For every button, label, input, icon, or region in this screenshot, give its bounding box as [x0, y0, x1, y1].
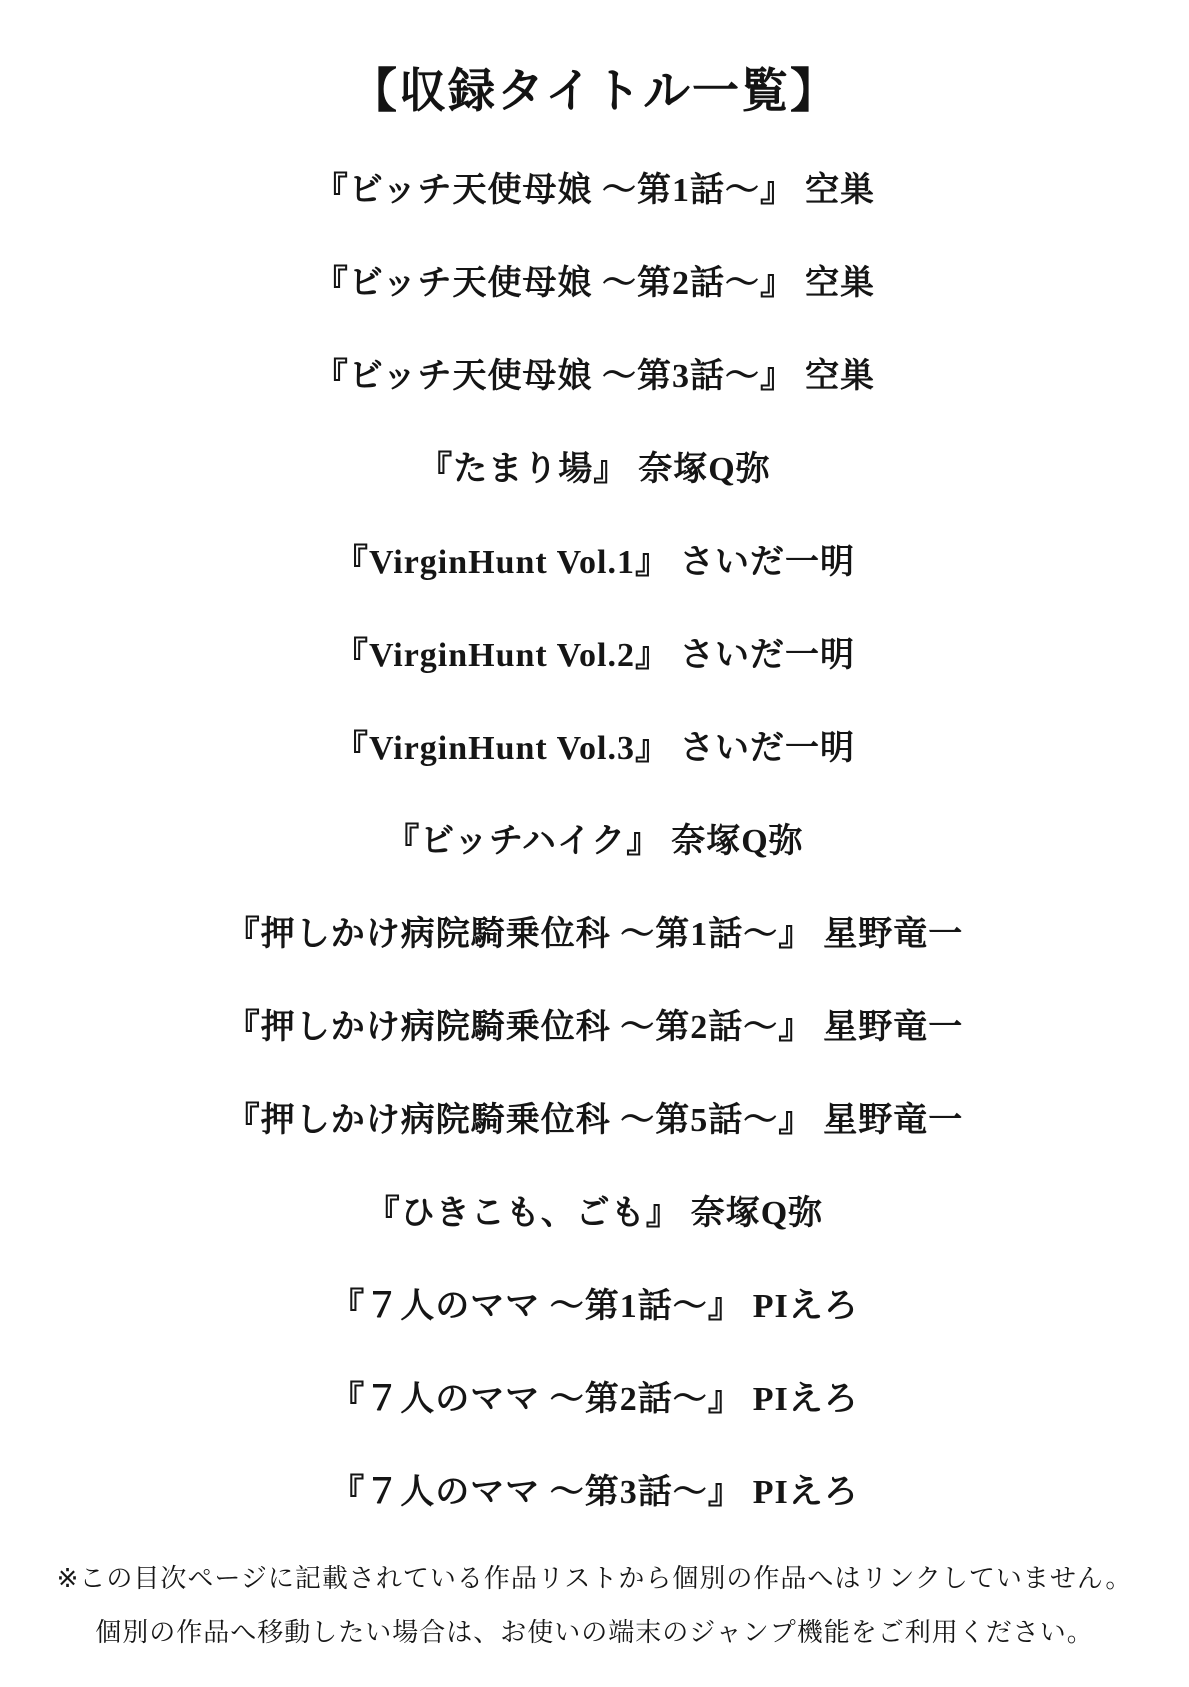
author-name: PIえろ [752, 1380, 859, 1418]
author-name: PIえろ [752, 1287, 859, 1325]
author-name: PIえろ [752, 1473, 859, 1511]
footer-note-line1: ※この目次ページに記載されている作品リストから個別の作品へはリンクしていません。 [56, 1563, 1133, 1593]
toc-entry [0, 1446, 1189, 1539]
footer-note [0, 1551, 1189, 1659]
toc-entry [0, 1167, 1189, 1260]
author-name: 奈塚Q弥 [690, 1194, 824, 1232]
footer-note-line2: 個別の作品へ移動したい場合は、お使いの端末のジャンプ機能をご利用ください。 [95, 1617, 1094, 1647]
toc-entry [0, 144, 1189, 237]
work-title: 『ひきこも、ごも』 [365, 1194, 681, 1232]
author-name: 星野竜一 [823, 915, 964, 953]
work-title: 『VirginHunt Vol.2』 [333, 636, 671, 674]
toc-entry [0, 237, 1189, 330]
work-title: 『押しかけ病院騎乗位科 ～第2話～』 [225, 1008, 814, 1046]
title-list [0, 144, 1189, 1539]
author-name: 空巣 [805, 171, 876, 209]
toc-entry [0, 423, 1189, 516]
toc-entry [0, 1260, 1189, 1353]
work-title: 『ビッチ天使母娘 ～第1話～』 [313, 171, 796, 209]
work-title: 『たまり場』 [418, 450, 629, 488]
author-name: 星野竜一 [823, 1101, 964, 1139]
author-name: 空巣 [805, 357, 876, 395]
work-title: 『７人のママ ～第2話～』 [330, 1380, 743, 1418]
work-title: 『押しかけ病院騎乗位科 ～第1話～』 [225, 915, 814, 953]
author-name: さいだ一明 [680, 636, 856, 674]
author-name: 奈塚Q弥 [671, 822, 804, 860]
toc-entry [0, 795, 1189, 888]
author-name: さいだ一明 [680, 543, 856, 581]
author-name: 奈塚Q弥 [638, 450, 771, 488]
work-title: 『VirginHunt Vol.3』 [333, 729, 671, 767]
work-title: 『VirginHunt Vol.1』 [333, 543, 671, 581]
toc-entry [0, 609, 1189, 702]
author-name: 星野竜一 [823, 1008, 964, 1046]
toc-entry [0, 330, 1189, 423]
author-name: 空巣 [805, 264, 876, 302]
work-title: 『７人のママ ～第3話～』 [330, 1473, 743, 1511]
toc-entry [0, 888, 1189, 981]
work-title: 『ビッチ天使母娘 ～第3話～』 [313, 357, 796, 395]
work-title: 『ビッチ天使母娘 ～第2話～』 [313, 264, 796, 302]
page-title: 【収録タイトル一覧】 [349, 66, 840, 118]
toc-entry [0, 1074, 1189, 1167]
work-title: 『ビッチハイク』 [385, 822, 662, 860]
author-name: さいだ一明 [680, 729, 856, 767]
work-title: 『７人のママ ～第1話～』 [330, 1287, 743, 1325]
toc-entry [0, 702, 1189, 795]
toc-entry [0, 1353, 1189, 1446]
toc-entry [0, 981, 1189, 1074]
work-title: 『押しかけ病院騎乗位科 ～第5話～』 [225, 1101, 814, 1139]
toc-entry [0, 516, 1189, 609]
